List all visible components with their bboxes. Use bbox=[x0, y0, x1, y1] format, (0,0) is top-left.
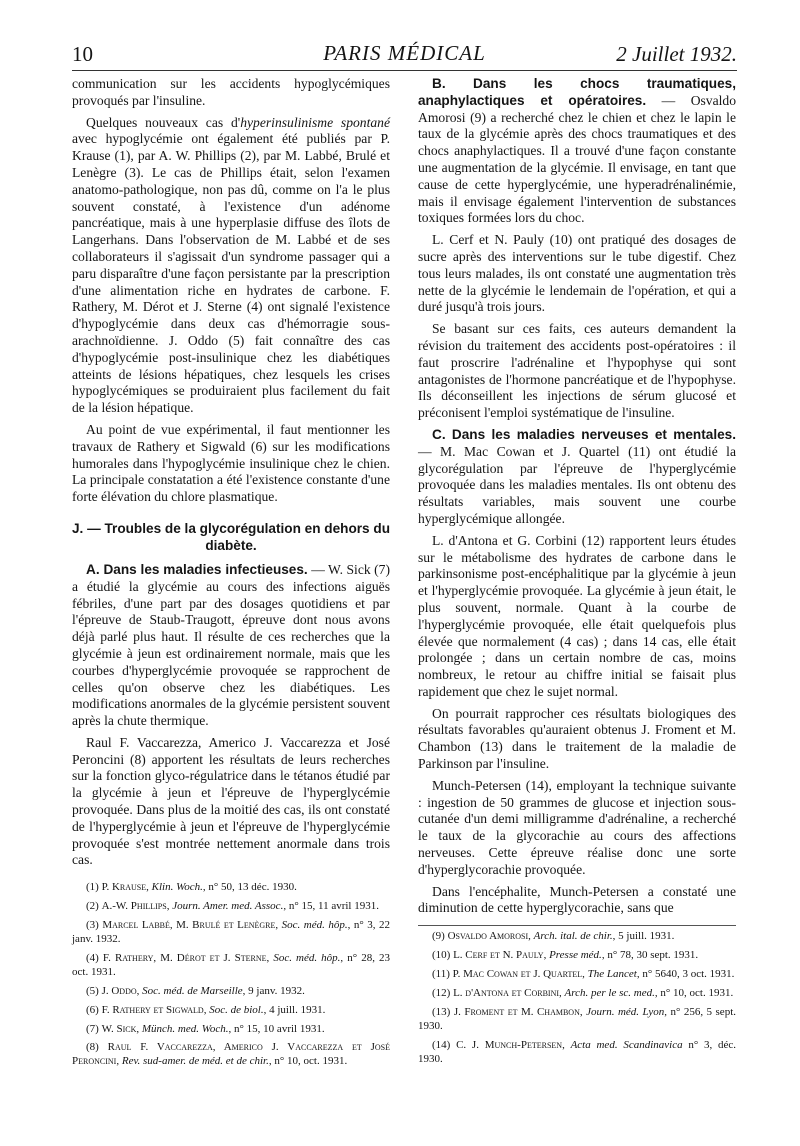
paragraph bbox=[72, 562, 390, 730]
footnote-author: L. d'Antona et Corbini bbox=[453, 986, 560, 999]
paragraph: L. d'Antona et G. Corbini (12) rapportent leurs études sur le métabolisme des hydrates de carbone dans le parkinsonisme post-encéphalitique par la glycémie à jeun et l'hyperglycémie provoquée. La glycémie à jeun était, le plus souvent, normale. Quant à la courbe de l'hyperglycémie provoquée, elle était quelquefois plus élevée que normalement (4 cas) ; dans 14 cas, elle était prolongée ; dans un certain nombre de cas, moins nombreux, le retour au chiffre initial se faisait plus rapidement que chez le sujet normal. bbox=[418, 532, 736, 699]
footnote-author: F. Rathery et Sigwald bbox=[101, 1003, 204, 1016]
paragraph: L. Cerf et N. Pauly (10) ont pratiqué des dosages de sucre après des interventions sur le tube digestif. Chez tous leurs malades, ils ont constaté une augmentation très nette de la glycémie le lendemain de l'opération, et qui a duré jusqu'à trois jours. bbox=[418, 232, 736, 315]
footnote-number: (4) bbox=[86, 951, 103, 964]
footnote: (7) W. Sick, Münch. med. Woch., n° 15, 10 avril 1931. bbox=[86, 1022, 325, 1035]
right-column bbox=[418, 76, 736, 1072]
footnote-number: (2) bbox=[86, 900, 102, 913]
paragraph: Raul F. Vaccarezza, Americo J. Vaccarezza et José Peroncini (8) apportent les résultats de leurs recherches sur la fonction glyco-régulatrice dans le tétanos étudié par la glycémie à jeun et l'épreuve de l'hyperglycémie provoquée. Dans plus de la moitié des cas, ils ont constaté de l'hyperglycémie à jeun et l'épreuve de l'hyperglycémie provoquée s'est montrée nettement anormale dans trois cas. bbox=[72, 734, 390, 868]
footnote-source: Journ. méd. Lyon bbox=[586, 1005, 665, 1018]
footnote-details: , n° 28, 23 oct. 1931. bbox=[72, 951, 391, 978]
footnote-number: (8) bbox=[86, 1041, 108, 1054]
text-run: avec hypoglycémie ont également été publiés par P. Krause (1), par A. W. Phillips (2), par M. Labbé, Brulé et Lenègre (3). Le cas de Phillips était, selon l'examen anatomo-pathologique, non pas dû, comme on l'a le plus souvent constaté, à l'existence d'un adénome pancréatique, mais à une hyperplasie diffuse des îlots de Langerhans. Dans l'observation de M. Labbé et de ses collaborateurs il s'agissait d'un syndrome passager qui a paru disparaître d'une façon persistante par la prescription d'une alimentation riche en hydrates de carbone. F. Rathery, M. Dérot et J. Sterne (4) ont signalé l'existence d'hypoglycémie dans deux cas d'hémorragie sous-arachnoïdienne. J. Oddo (5) fait connaître des cas d'hypoglycémie post-insulinique chez les diabétiques atteints de lésions hépatiques, chez lesquels les crises hypoglycémiques se produiraient plus facilement du fait de la lésion hépatique. bbox=[72, 131, 390, 416]
footnote-author: P. Krause bbox=[101, 881, 147, 894]
footnote-author: F. Rathery, M. Dérot et J. Sterne bbox=[102, 951, 267, 964]
footnote-details: , n° 5640, 3 oct. 1931. bbox=[636, 968, 735, 981]
footnote-author: W. Sick bbox=[101, 1022, 137, 1035]
text-run: — W. Sick (7) a étudié la glycémie au cours des infections aiguës fébriles, d'une part par des dosages quotidiens et par l'épreuve de Staub-Traugott, épreuve dont nous avons déjà parlé plus haut. Il résulte de ces recherches que la glycémie à jeun est ordinairement normale, mais que les courbes d'hyperglycémie provoquée se rapprochent de celles qu'on observe chez les diabétiques. Les modifications anormales de la glycémie persistent souvent après la chute thermique. bbox=[72, 561, 390, 729]
text-run: — M. Mac Cowan et J. Quartel (11) ont étudié la glycorégulation par l'épreuve de l'hyperglycémie provoquée dans les maladies mentales. Ils ont obtenu des résultats variables, mais souvent une courbe hyperglycémique allongée. bbox=[418, 443, 736, 526]
left-column bbox=[72, 76, 390, 1074]
footnote: (6) F. Rathery et Sigwald, Soc. de biol., 4 juill. 1931. bbox=[86, 1003, 326, 1016]
footnote-author: L. Cerf et N. Pauly bbox=[453, 949, 544, 962]
paragraph: communication sur les accidents hypoglycémiques provoqués par l'insuline. bbox=[72, 76, 390, 108]
paragraph bbox=[72, 115, 390, 417]
footnote-source: Soc. de biol. bbox=[209, 1003, 264, 1016]
paragraph bbox=[418, 427, 736, 528]
footnote: (2) A.-W. Phillips, Journ. Amer. med. Assoc., n° 15, 11 avril 1931. bbox=[86, 900, 379, 913]
footnote-details: , n° 3, 22 janv. 1932. bbox=[72, 919, 391, 945]
footnote-details: , 4 juill. 1931. bbox=[263, 1003, 326, 1016]
footnote-details: , 5 juill. 1931. bbox=[612, 930, 675, 943]
footnote-source: Rev. sud-amer. de méd. et de chir. bbox=[121, 1055, 269, 1068]
italic-term: hyperinsulinisme spontané bbox=[240, 114, 390, 130]
footnote-number: (10) bbox=[432, 949, 454, 962]
footnote-author: J. Oddo bbox=[101, 984, 137, 997]
section-heading: J. — Troubles de la glycorégulation en dehors du diabète. bbox=[72, 520, 390, 553]
footnote-author: P. Mac Cowan et J. Quartel bbox=[452, 968, 583, 981]
footnote-details: , n° 50, 13 déc. 1930. bbox=[202, 881, 297, 894]
footnote-source: Soc. méd. hôp. bbox=[273, 951, 341, 964]
footnote: (13) J. Froment et M. Chambon, Journ. méd. Lyon, n° 256, 5 sept. 1930. bbox=[418, 1005, 736, 1032]
footnote-number: (3) bbox=[86, 919, 103, 932]
footnote-number: (14) bbox=[432, 1038, 457, 1051]
footnote-details: , n° 15, 10 avril 1931. bbox=[228, 1022, 325, 1035]
footnotes bbox=[72, 881, 390, 1069]
paragraph: Munch-Petersen (14), employant la technique suivante : ingestion de 50 grammes de glucose et injection sous-cutanée d'un demi milligramme d'adrénaline, a recherché le taux de la glycorachie au cours des affections nerveuses. Cette épreuve réalise donc une sorte d'hyperglycorachie provoquée. bbox=[418, 777, 736, 877]
paragraph bbox=[418, 76, 736, 227]
footnote-details: , n° 256, 5 sept. 1930. bbox=[418, 1005, 736, 1032]
footnote-source: The Lancet bbox=[587, 968, 637, 981]
footnote-source: Soc. méd. hôp. bbox=[281, 919, 348, 932]
text-run: Quelques nouveaux cas d' bbox=[86, 114, 241, 130]
footnote-author: Marcel Labbé, M. Brulé et Lenègre bbox=[102, 919, 276, 932]
footnote: (10) L. Cerf et N. Pauly, Presse méd., n° 78, 30 sept. 1931. bbox=[432, 949, 699, 962]
paragraph: Au point de vue expérimental, il faut mentionner les travaux de Rathery et Sigwald (6) sur les modifications humorales dans l'hypoglycémie insulinique chez le chien. La principale constatation a été l'existence constante d'une forte élévation du chlore plasmatique. bbox=[72, 421, 390, 505]
footnote-details: , n° 10, oct. 1931. bbox=[654, 986, 734, 999]
footnote-source: Soc. méd. de Marseille bbox=[142, 984, 243, 997]
footnote-source: Arch. per le sc. med. bbox=[564, 986, 655, 999]
footnote-details: , n° 15, 11 avril 1931. bbox=[283, 900, 379, 913]
footnote-author: A.-W. Phillips bbox=[101, 900, 167, 913]
footnote-author: Osvaldo Amorosi bbox=[447, 930, 529, 943]
paragraph: On pourrait rapprocher ces résultats biologiques des résultats favorables qu'auraient obtenus J. Froment et M. Chambon (13) dans le traitement de la maladie de Parkinson par l'insuline. bbox=[418, 705, 736, 772]
footnotes bbox=[418, 930, 736, 1066]
running-head bbox=[72, 36, 737, 71]
footnote-source: Arch. ital. de chir. bbox=[533, 930, 613, 943]
footnote-number: (7) bbox=[86, 1022, 102, 1035]
subsection-heading: A. Dans les maladies infectieuses. bbox=[86, 561, 308, 577]
footnote-number: (9) bbox=[432, 930, 448, 943]
footnote: (9) Osvaldo Amorosi, Arch. ital. de chir., 5 juill. 1931. bbox=[432, 930, 675, 943]
footnote-details: , n° 78, 30 sept. 1931. bbox=[601, 949, 699, 962]
journal-title: PARIS MÉDICAL bbox=[323, 41, 486, 65]
footnote-number: (13) bbox=[432, 1005, 454, 1018]
issue-date: 2 Juillet 1932. bbox=[616, 42, 737, 66]
footnote-number: (5) bbox=[86, 984, 102, 997]
footnote: (14) C. J. Munch-Petersen, Acta med. Scandinavica n° 3, déc. 1930. bbox=[418, 1038, 737, 1065]
footnote-source: Journ. Amer. med. Assoc. bbox=[172, 900, 284, 913]
footnote-number: (1) bbox=[86, 881, 102, 894]
footnote: (4) F. Rathery, M. Dérot et J. Sterne, Soc. méd. hôp., n° 28, 23 oct. 1931. bbox=[72, 951, 391, 978]
text-run: — Osvaldo Amorosi (9) a recherché chez le chien et chez le lapin le taux de la glycémie après des chocs traumatiques et des chocs anaphylactiques. Il a trouvé d'une façon constante une augmentation de la glycémie. Il envisage, en tant que cause de cette hyperglycémie, une hyperadrénalinémie, mais il envisage également l'intervention de substances toxiques formées lors du choc. bbox=[418, 92, 736, 226]
page-number: 10 bbox=[72, 42, 93, 66]
footnote: (1) P. Krause, Klin. Woch., n° 50, 13 déc. 1930. bbox=[86, 881, 297, 894]
footnote-source: Acta med. Scandinavica bbox=[570, 1038, 683, 1051]
footnote: (5) J. Oddo, Soc. méd. de Marseille, 9 janv. 1932. bbox=[86, 984, 305, 997]
footnote-divider bbox=[418, 925, 736, 926]
footnote-details: , n° 10, oct. 1931. bbox=[268, 1055, 348, 1068]
footnote-author: Raul F. Vaccarezza, Americo J. Vaccarezza et José Peroncini bbox=[72, 1041, 390, 1068]
footnote: (3) Marcel Labbé, M. Brulé et Lenègre, Soc. méd. hôp., n° 3, 22 janv. 1932. bbox=[72, 919, 391, 945]
footnote-source: Presse méd. bbox=[549, 949, 602, 962]
footnote-author: C. J. Munch-Petersen bbox=[456, 1038, 563, 1051]
footnote-details: , 9 janv. 1932. bbox=[242, 984, 305, 997]
subsection-heading: B. Dans les chocs traumatiques, anaphylactiques et opératoires. bbox=[418, 76, 736, 108]
footnote-author: J. Froment et M. Chambon bbox=[453, 1005, 580, 1018]
footnote: (12) L. d'Antona et Corbini, Arch. per le sc. med., n° 10, oct. 1931. bbox=[432, 986, 734, 999]
footnote-source: Klin. Woch. bbox=[151, 881, 203, 894]
footnote-number: (11) bbox=[432, 968, 453, 981]
footnote-details: n° 3, déc. 1930. bbox=[418, 1038, 737, 1065]
footnote-number: (6) bbox=[86, 1003, 102, 1016]
footnote: (8) Raul F. Vaccarezza, Americo J. Vaccarezza et José Peroncini, Rev. sud-amer. de méd. et de chir., n° 10, oct. 1931. bbox=[72, 1041, 390, 1068]
footnote-number: (12) bbox=[432, 986, 454, 999]
paragraph: Se basant sur ces faits, ces auteurs demandent la révision du traitement des accidents post-opératoires : il faut proscrire l'adrénaline et l'hypophyse qui sont antagonistes de l'hormone pancréatique et de l'hypophyse. Ils déconseillent les injections de sérum glucosé et préconisent l'emploi systématique de l'insuline. bbox=[418, 321, 736, 421]
paragraph: Dans l'encéphalite, Munch-Petersen a constaté une diminution de cette hyperglycorachie, sans que bbox=[418, 883, 736, 916]
footnote: (11) P. Mac Cowan et J. Quartel, The Lancet, n° 5640, 3 oct. 1931. bbox=[432, 968, 735, 981]
subsection-heading: C. Dans les maladies nerveuses et mentales. bbox=[432, 426, 736, 442]
footnote-source: Münch. med. Woch. bbox=[141, 1022, 229, 1035]
